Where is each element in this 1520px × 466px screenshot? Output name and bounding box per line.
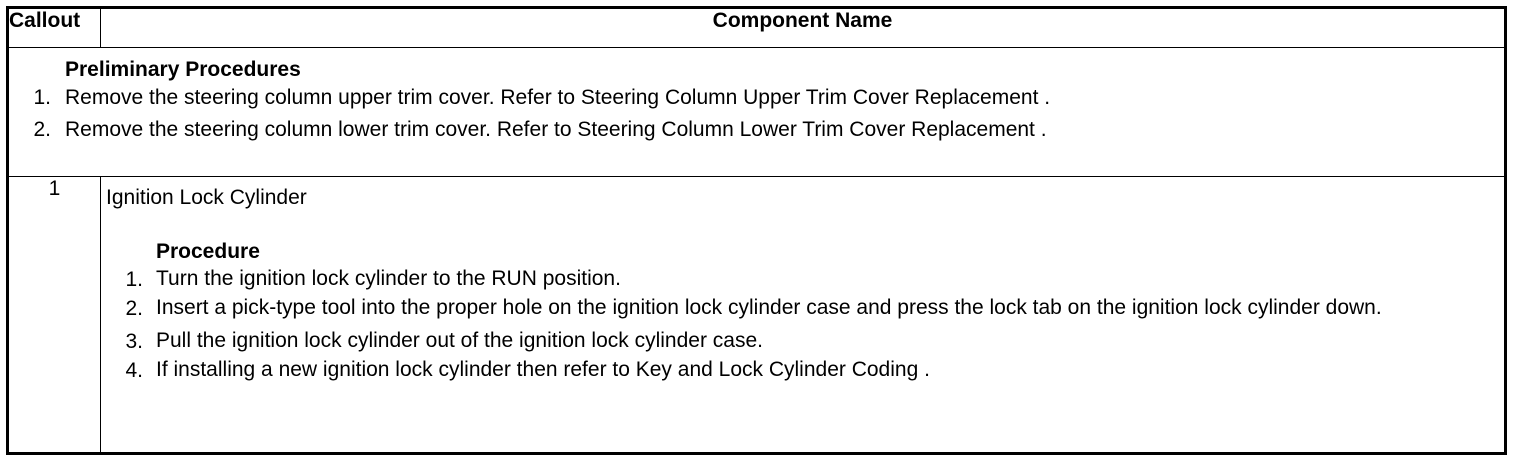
list-item <box>9 114 1504 146</box>
step-text: Pull the ignition lock cylinder out of the ignition lock cylinder case. <box>156 329 763 352</box>
preliminary-procedures-row <box>8 48 1506 177</box>
step-number: 2. <box>125 297 143 320</box>
step-text: Remove the steering column upper trim cover. Refer to Steering Column Upper Trim Cover Replacement . <box>65 86 1051 109</box>
callout-column-header: Callout <box>8 8 101 48</box>
procedure-steps-list <box>101 264 1504 384</box>
preliminary-procedures-cell <box>8 48 1506 177</box>
procedure-heading: Procedure <box>156 240 260 263</box>
component-name-column-header: Component Name <box>101 8 1506 48</box>
step-text: Insert a pick-type tool into the proper hole on the ignition lock cylinder case and press the lock tab on the ignition lock cylinder down. <box>156 296 1382 319</box>
procedure-table <box>6 6 1507 455</box>
step-number: 2. <box>33 118 51 141</box>
list-item <box>101 293 1504 326</box>
step-text: Remove the steering column lower trim cover. Refer to Steering Column Lower Trim Cover Replacement . <box>65 118 1047 141</box>
list-item <box>101 264 1504 293</box>
table-row <box>8 177 1506 454</box>
table-header-row <box>8 8 1506 48</box>
step-number: 1. <box>125 268 143 291</box>
list-item <box>9 82 1504 114</box>
step-number: 1. <box>33 86 51 109</box>
component-cell <box>101 177 1506 454</box>
callout-number: 1 <box>8 177 101 454</box>
step-text: Turn the ignition lock cylinder to the RUN position. <box>156 267 621 290</box>
step-number: 3. <box>125 330 143 353</box>
component-name: Ignition Lock Cylinder <box>106 186 307 209</box>
step-text: If installing a new ignition lock cylinder then refer to Key and Lock Cylinder Coding . <box>156 358 930 381</box>
list-item <box>101 326 1504 355</box>
preliminary-steps-list <box>9 82 1504 146</box>
list-item <box>101 355 1504 384</box>
preliminary-procedures-heading: Preliminary Procedures <box>65 58 301 81</box>
step-number: 4. <box>125 359 143 382</box>
